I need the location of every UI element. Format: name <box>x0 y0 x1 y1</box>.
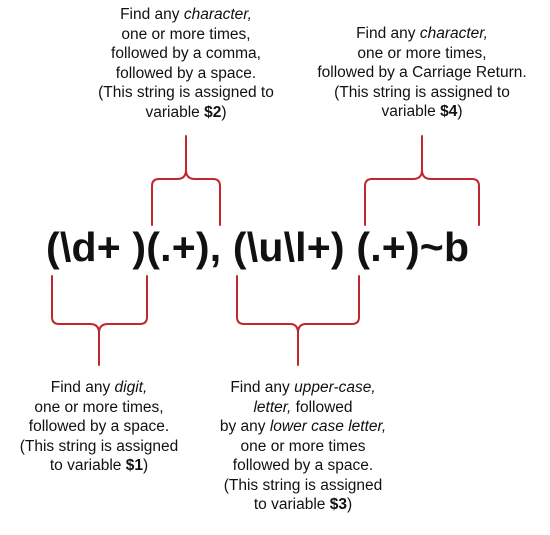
annotation-text: (This string is assigned <box>19 437 179 455</box>
annotation-text: ) <box>346 496 353 513</box>
annotation-text: variable <box>145 103 205 121</box>
variable-name: $3 <box>329 496 347 513</box>
annotation-text: Find any <box>356 25 420 42</box>
annotation-text: followed by a Carriage Return. <box>317 64 527 81</box>
annotation-text: followed by a space. <box>115 64 257 82</box>
annotation-text: character, <box>419 25 488 42</box>
annotation-text: to variable <box>253 496 330 513</box>
annotation-text: variable <box>381 103 441 120</box>
variable-name: $2 <box>204 103 222 121</box>
annotation-text: followed <box>291 398 353 416</box>
annotation-text: (This string is assigned <box>223 476 383 494</box>
bracket-variable-2 <box>152 136 220 225</box>
annotation-text: by any <box>219 418 270 435</box>
annotation-text: letter, <box>253 398 292 416</box>
bracket-variable-4 <box>365 136 479 225</box>
annotation-text: followed by a space. <box>232 457 374 474</box>
variable-name: $1 <box>125 457 143 474</box>
annotation-text: (This string is assigned to <box>334 83 510 101</box>
annotation-text: to variable <box>49 457 126 474</box>
annotation-text: digit, <box>114 379 148 396</box>
regex-expression: (\d+ )(.+), (\u\l+) (.+)~b <box>46 224 470 270</box>
annotation-text: one or more times, <box>121 25 251 43</box>
annotation-text: ) <box>142 457 149 474</box>
variable-name: $4 <box>440 103 458 120</box>
bracket-variable-3 <box>237 276 359 365</box>
annotation-text: ) <box>457 103 463 120</box>
annotation-text: one or more times, <box>34 398 164 416</box>
bracket-variable-1 <box>52 276 147 365</box>
annotation-text: ) <box>221 103 227 121</box>
annotation-text: Find any <box>230 379 295 396</box>
annotation-text: Find any <box>50 379 115 396</box>
annotation-text: followed by a space. <box>28 418 170 435</box>
annotation-text: character, <box>183 6 252 23</box>
annotation-text: upper-case, <box>294 379 376 396</box>
annotation-text: Find any <box>120 6 184 23</box>
annotation-text: followed by a comma, <box>111 45 261 62</box>
annotation-text: one or more times <box>240 437 366 455</box>
annotation-text: lower case letter, <box>269 418 387 435</box>
annotation-text: one or more times, <box>357 44 487 62</box>
annotation-text: (This string is assigned to <box>98 84 274 101</box>
